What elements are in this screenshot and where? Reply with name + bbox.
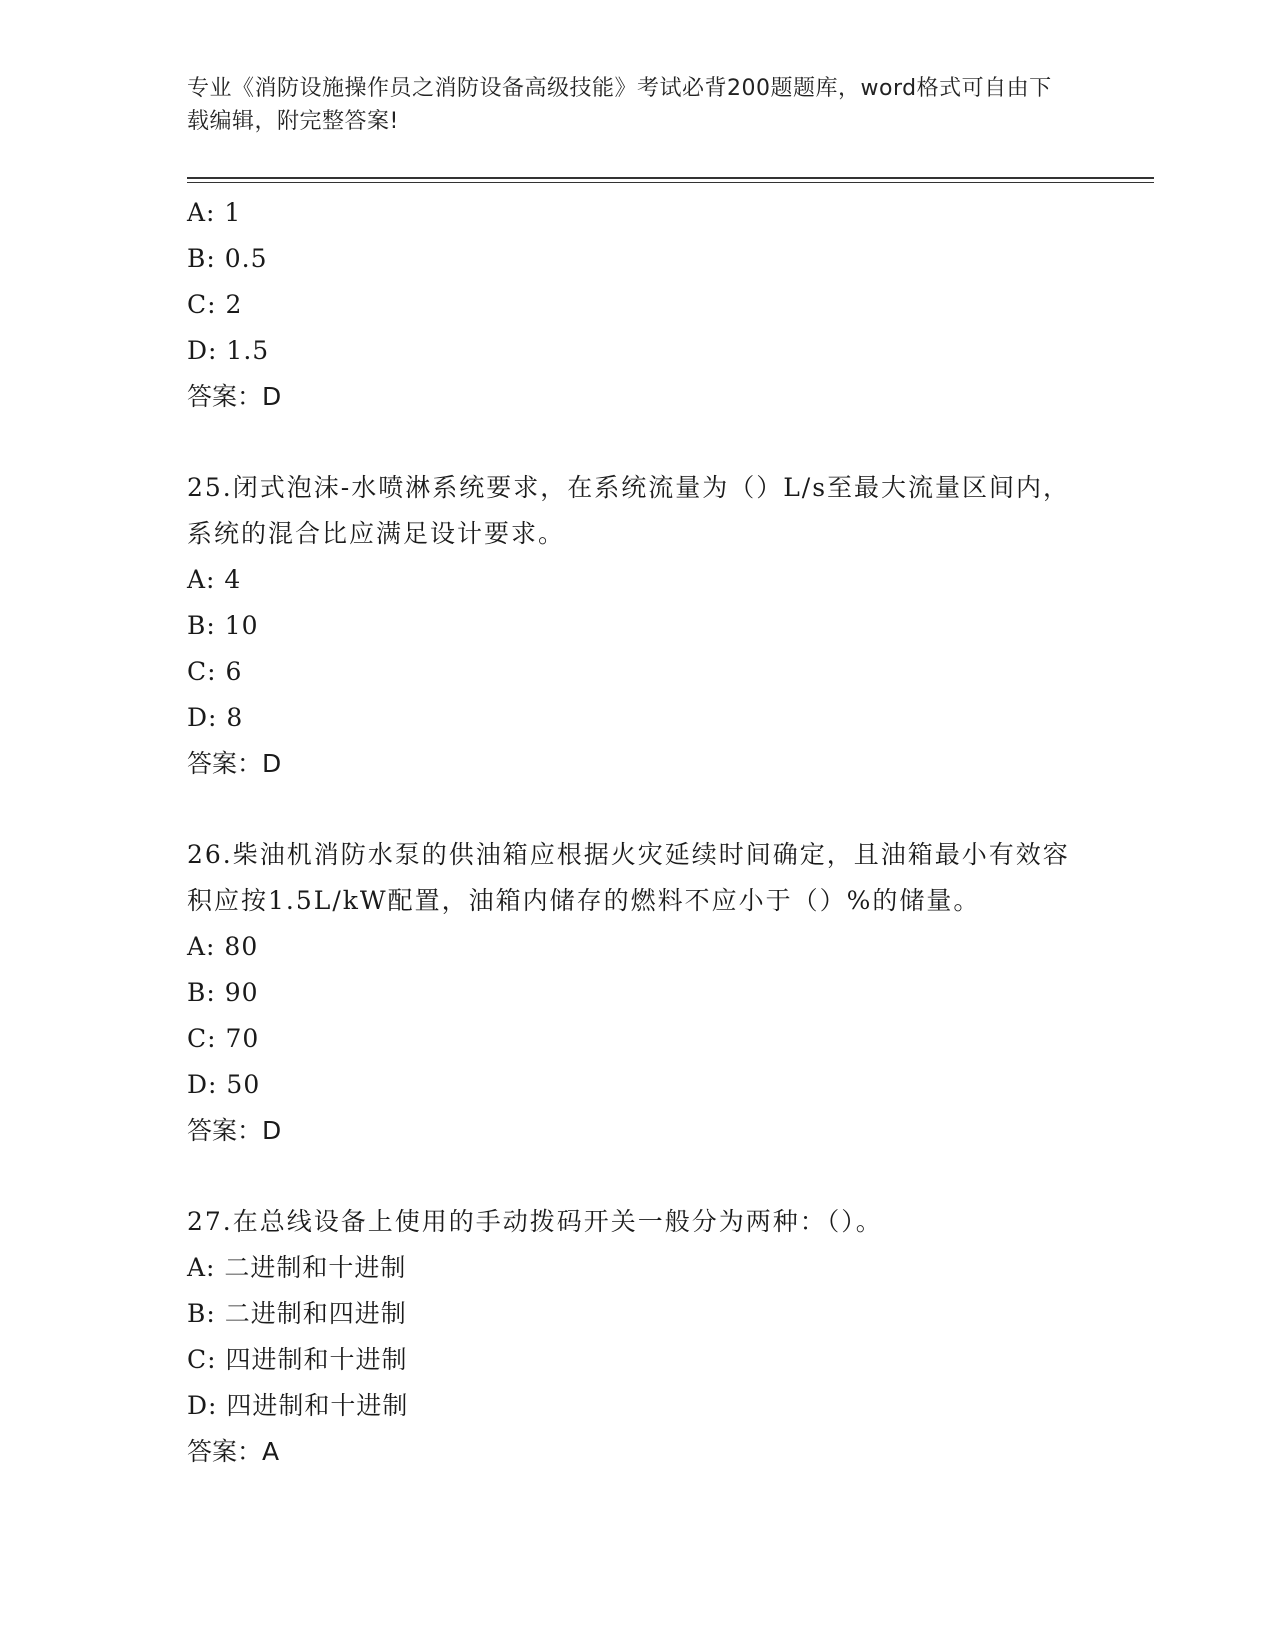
answer-label: 答案：D [187, 749, 282, 778]
question-block-26 [187, 832, 1087, 1154]
option-b: B: 二进制和四进制 [187, 1299, 407, 1328]
option-c: C: 2 [187, 290, 243, 319]
question-block-27 [187, 1199, 1087, 1475]
option-a: A: 二进制和十进制 [187, 1253, 407, 1282]
option-a: A: 4 [187, 565, 242, 594]
answer-label: 答案：D [187, 1116, 282, 1145]
option-c: C: 6 [187, 657, 243, 686]
question-block-24 [187, 190, 1087, 420]
question-block-25 [187, 465, 1087, 787]
header-rule-thin [187, 182, 1154, 183]
option-d: D: 8 [187, 703, 244, 732]
option-b: B: 90 [187, 978, 259, 1007]
option-d: D: 1.5 [187, 336, 270, 365]
question-text: 25.闭式泡沫-水喷淋系统要求，在系统流量为（）L/s至最大流量区间内，系统的混合比应满足设计要求。 [187, 473, 1071, 548]
answer-label: 答案：D [187, 382, 282, 411]
option-d: D: 50 [187, 1070, 261, 1099]
option-d: D: 四进制和十进制 [187, 1391, 409, 1420]
header-rule [187, 177, 1154, 179]
option-b: B: 0.5 [187, 244, 268, 273]
option-c: C: 70 [187, 1024, 260, 1053]
option-b: B: 10 [187, 611, 259, 640]
option-a: A: 1 [187, 198, 242, 227]
question-text: 27.在总线设备上使用的手动拨码开关一般分为两种：（）。 [187, 1207, 883, 1236]
question-text: 26.柴油机消防水泵的供油箱应根据火灾延续时间确定，且油箱最小有效容积应按1.5L/kW配置，油箱内储存的燃料不应小于（）%的储量。 [187, 840, 1070, 915]
answer-label: 答案：A [187, 1437, 280, 1466]
question-list [187, 190, 1087, 1475]
page-header: 专业《消防设施操作员之消防设备高级技能》考试必背200题题库，word格式可自由下载编辑，附完整答案! [187, 76, 1052, 134]
option-a: A: 80 [187, 932, 259, 961]
option-c: C: 四进制和十进制 [187, 1345, 408, 1374]
